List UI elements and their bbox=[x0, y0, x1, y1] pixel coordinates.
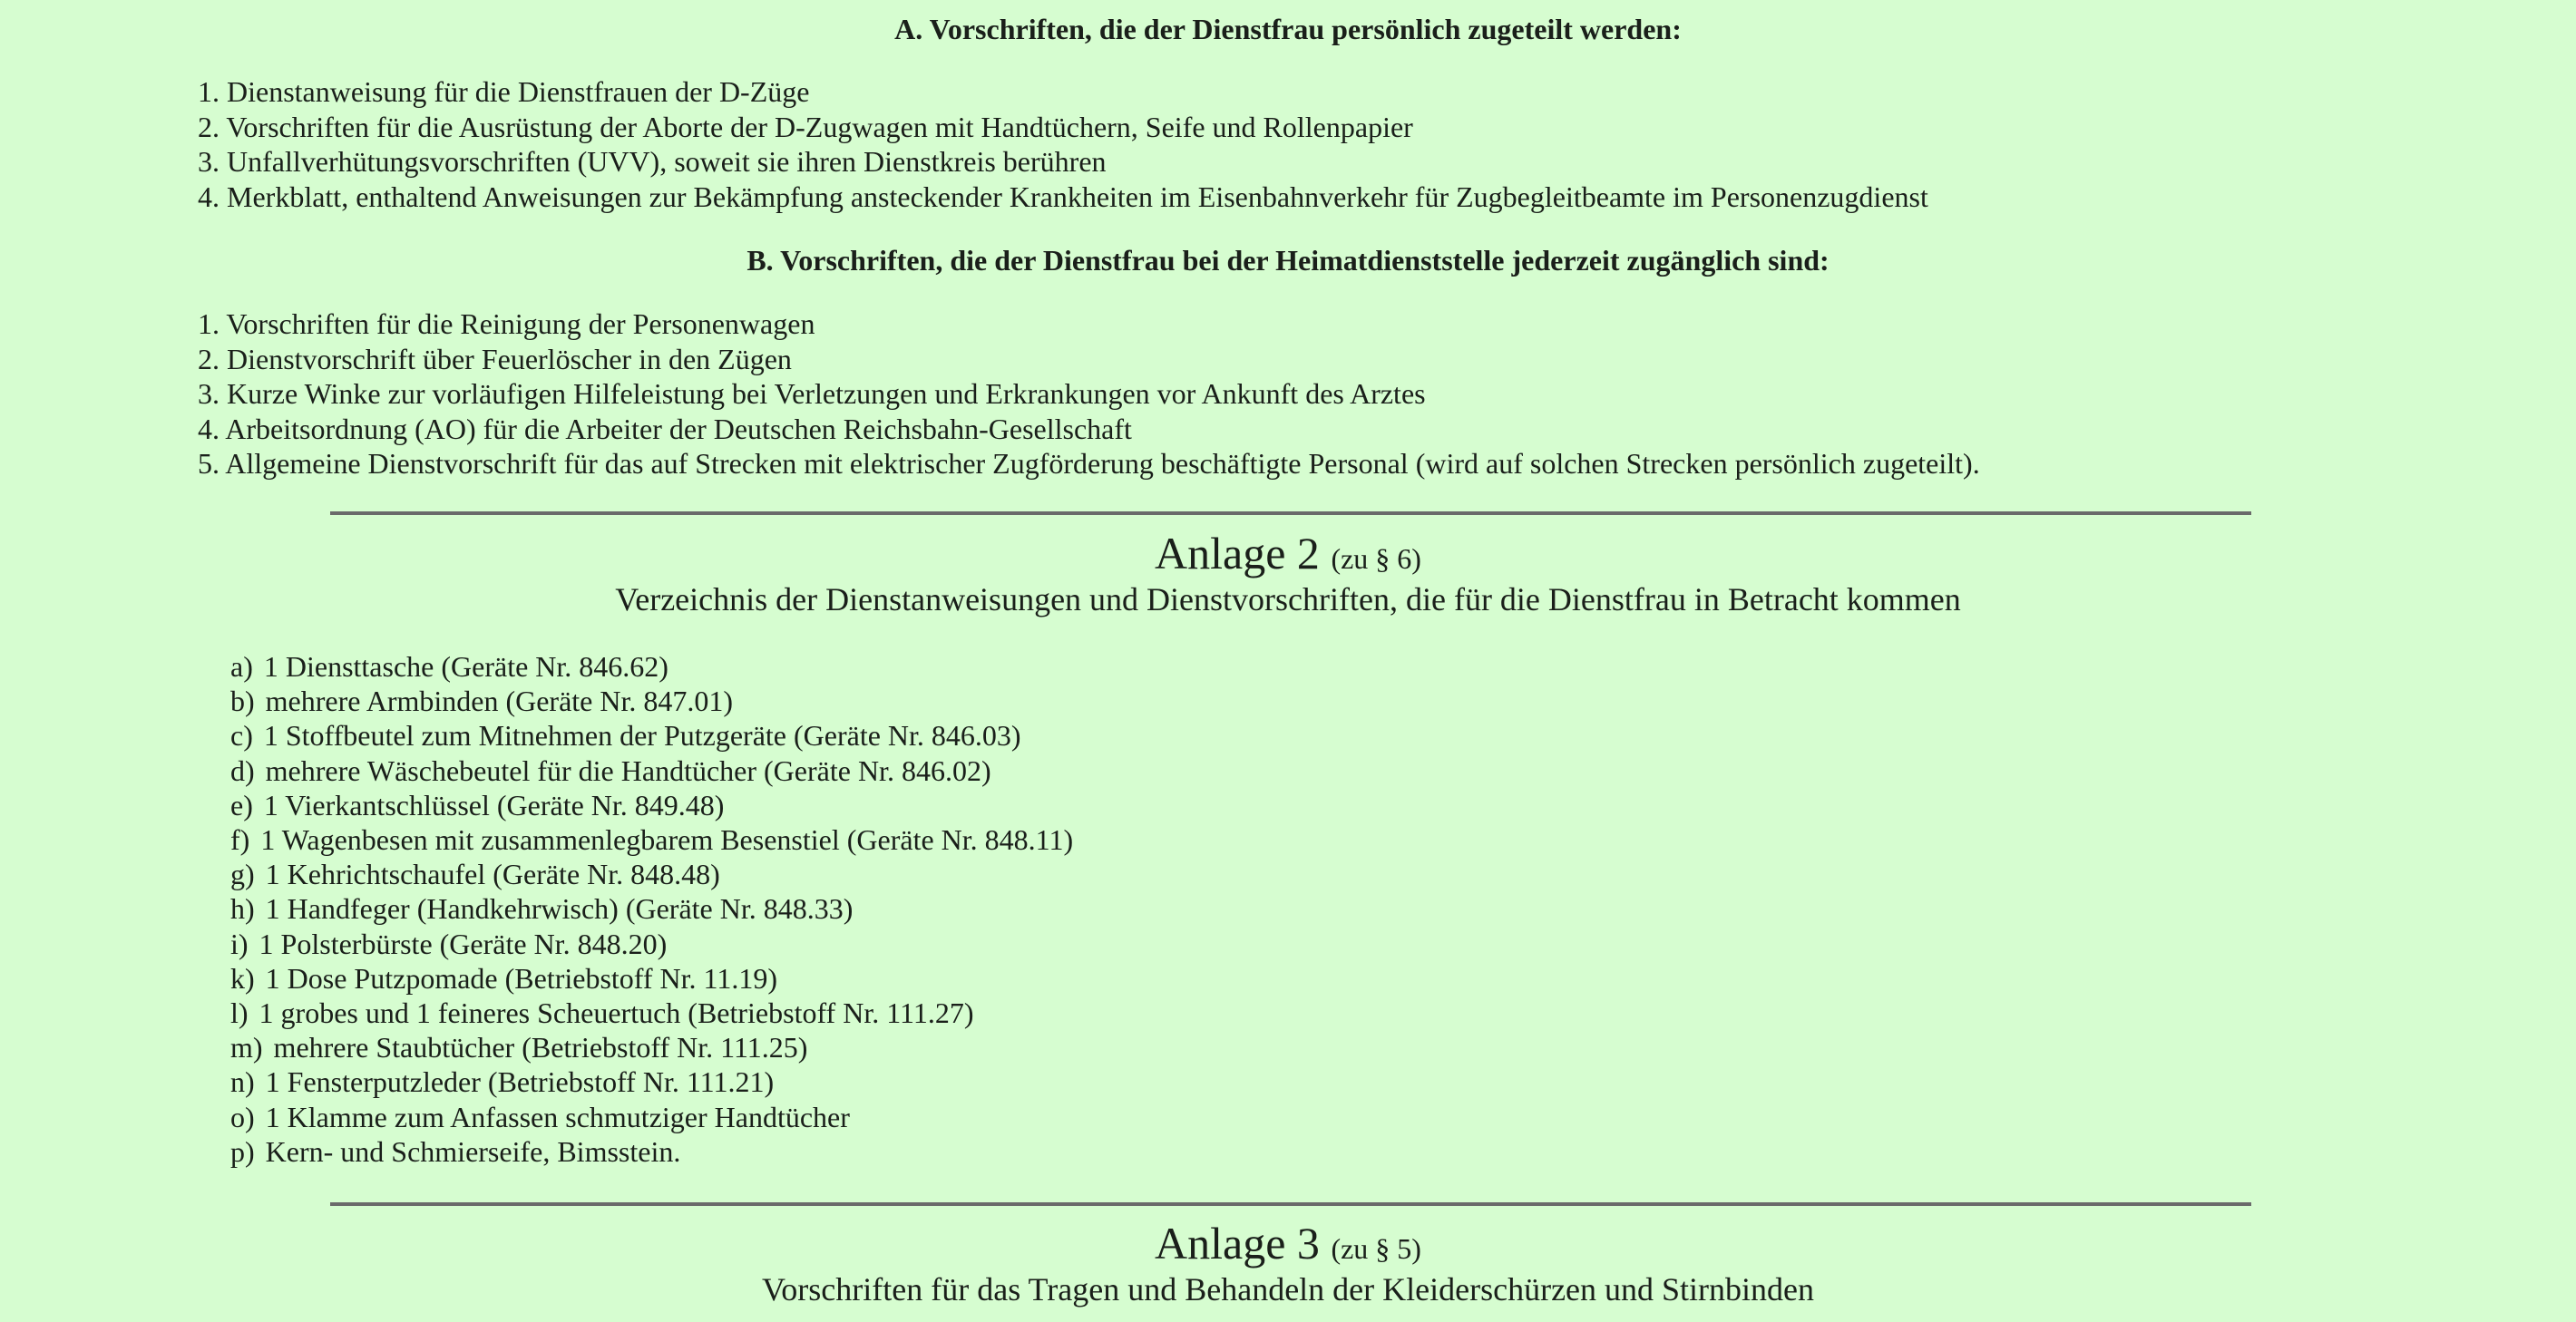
item-text: 1 Handfeger (Handkehrwisch) (Geräte Nr. 848.33) bbox=[265, 892, 854, 926]
section-b-heading: B. Vorschriften, die der Dienstfrau bei der Heimatdienststelle jederzeit zugänglich sind: bbox=[746, 244, 1830, 277]
anlage-2-list bbox=[230, 649, 1073, 1169]
item-text: Kern- und Schmierseife, Bimsstein. bbox=[265, 1134, 681, 1168]
anlage-3-label: Anlage 3 bbox=[1155, 1218, 1320, 1269]
item-letter: a) bbox=[230, 650, 253, 683]
item-letter: c) bbox=[230, 719, 253, 753]
anlage-3-title bbox=[0, 1217, 2576, 1275]
anlage-2-reference: (zu § 6) bbox=[1331, 542, 1421, 575]
item-text: 1 grobes und 1 feineres Scheuertuch (Betriebstoff Nr. 111.27) bbox=[259, 996, 974, 1030]
item-letter: l) bbox=[230, 996, 249, 1030]
list-item bbox=[230, 1134, 1073, 1169]
list-item: 4. Merkblatt, enthaltend Anweisungen zur Bekämpfung ansteckender Krankheiten im Eisenbahnverkehr für Zugbegleitbeamte im Personenzugdienst bbox=[198, 180, 1928, 213]
item-letter: d) bbox=[230, 753, 255, 787]
list-item bbox=[230, 788, 1073, 822]
anlage-2-subtitle: Verzeichnis der Dienstanweisungen und Dienstvorschriften, die für die Dienstfrau in Betracht kommen bbox=[615, 581, 1961, 617]
list-item bbox=[230, 891, 1073, 926]
list-item: 1. Dienstanweisung für die Dienstfrauen der D-Züge bbox=[198, 75, 810, 108]
item-letter: n) bbox=[230, 1065, 255, 1099]
item-letter: g) bbox=[230, 858, 255, 891]
item-text: 1 Kehrichtschaufel (Geräte Nr. 848.48) bbox=[265, 858, 720, 891]
list-item: 3. Unfallverhütungsvorschriften (UVV), soweit sie ihren Dienstkreis berühren bbox=[198, 145, 1107, 178]
list-item: 1. Vorschriften für die Reinigung der Personenwagen bbox=[198, 307, 815, 340]
item-letter: o) bbox=[230, 1100, 255, 1133]
item-letter: b) bbox=[230, 685, 255, 718]
item-text: 1 Fensterputzleder (Betriebstoff Nr. 111.21) bbox=[265, 1065, 775, 1099]
section-divider bbox=[330, 511, 2251, 515]
item-text: 1 Klamme zum Anfassen schmutziger Handtücher bbox=[265, 1100, 850, 1133]
anlage-2-title bbox=[0, 527, 2576, 585]
list-item bbox=[230, 718, 1073, 753]
list-item bbox=[230, 753, 1073, 788]
item-text: 1 Wagenbesen mit zusammenlegbarem Besenstiel (Geräte Nr. 848.11) bbox=[260, 823, 1074, 857]
item-letter: m) bbox=[230, 1031, 263, 1064]
list-item: 3. Kurze Winke zur vorläufigen Hilfeleistung bei Verletzungen und Erkrankungen vor Ankunft des Arztes bbox=[198, 377, 1426, 410]
item-text: 1 Vierkantschlüssel (Geräte Nr. 849.48) bbox=[263, 788, 725, 821]
item-letter: h) bbox=[230, 892, 255, 926]
list-item bbox=[230, 822, 1073, 857]
item-text: mehrere Wäschebeutel für die Handtücher (Geräte Nr. 846.02) bbox=[265, 753, 991, 787]
item-text: 1 Dose Putzpomade (Betriebstoff Nr. 11.19) bbox=[265, 961, 777, 995]
list-item bbox=[230, 1030, 1073, 1064]
list-item: 4. Arbeitsordnung (AO) für die Arbeiter der Deutschen Reichsbahn-Gesellschaft bbox=[198, 412, 1132, 445]
section-a-heading: A. Vorschriften, die der Dienstfrau persönlich zugeteilt werden: bbox=[894, 13, 1682, 45]
list-item bbox=[230, 996, 1073, 1030]
item-text: 1 Stoffbeutel zum Mitnehmen der Putzgeräte (Geräte Nr. 846.03) bbox=[263, 719, 1021, 753]
list-item: 2. Vorschriften für die Ausrüstung der Aborte der D-Zugwagen mit Handtüchern, Seife und Rollenpapier bbox=[198, 110, 1413, 143]
anlage-3-subtitle: Vorschriften für das Tragen und Behandeln der Kleiderschürzen und Stirnbinden bbox=[761, 1271, 1815, 1307]
item-letter: k) bbox=[230, 961, 255, 995]
list-item: 5. Allgemeine Dienstvorschrift für das auf Strecken mit elektrischer Zugförderung beschäftigte Personal (wird auf solchen Strecken persönlich zugeteilt). bbox=[198, 447, 1980, 480]
item-letter: i) bbox=[230, 927, 249, 960]
list-item bbox=[230, 684, 1073, 718]
anlage-3-reference: (zu § 5) bbox=[1331, 1232, 1421, 1265]
list-item bbox=[230, 927, 1073, 961]
list-item bbox=[230, 961, 1073, 996]
section-a-list bbox=[198, 74, 1928, 214]
list-item bbox=[230, 1064, 1073, 1099]
section-divider bbox=[330, 1202, 2251, 1206]
item-text: 1 Diensttasche (Geräte Nr. 846.62) bbox=[263, 650, 668, 683]
item-text: 1 Polsterbürste (Geräte Nr. 848.20) bbox=[259, 927, 668, 960]
section-b-list bbox=[198, 306, 1980, 481]
item-letter: e) bbox=[230, 788, 253, 821]
item-letter: p) bbox=[230, 1134, 255, 1168]
list-item bbox=[230, 1100, 1073, 1134]
item-text: mehrere Staubtücher (Betriebstoff Nr. 111.25) bbox=[273, 1031, 808, 1064]
anlage-2-label: Anlage 2 bbox=[1155, 528, 1320, 578]
list-item bbox=[230, 857, 1073, 891]
item-text: mehrere Armbinden (Geräte Nr. 847.01) bbox=[265, 685, 734, 718]
list-item bbox=[230, 649, 1073, 684]
list-item: 2. Dienstvorschrift über Feuerlöscher in den Zügen bbox=[198, 342, 792, 375]
item-letter: f) bbox=[230, 823, 250, 857]
